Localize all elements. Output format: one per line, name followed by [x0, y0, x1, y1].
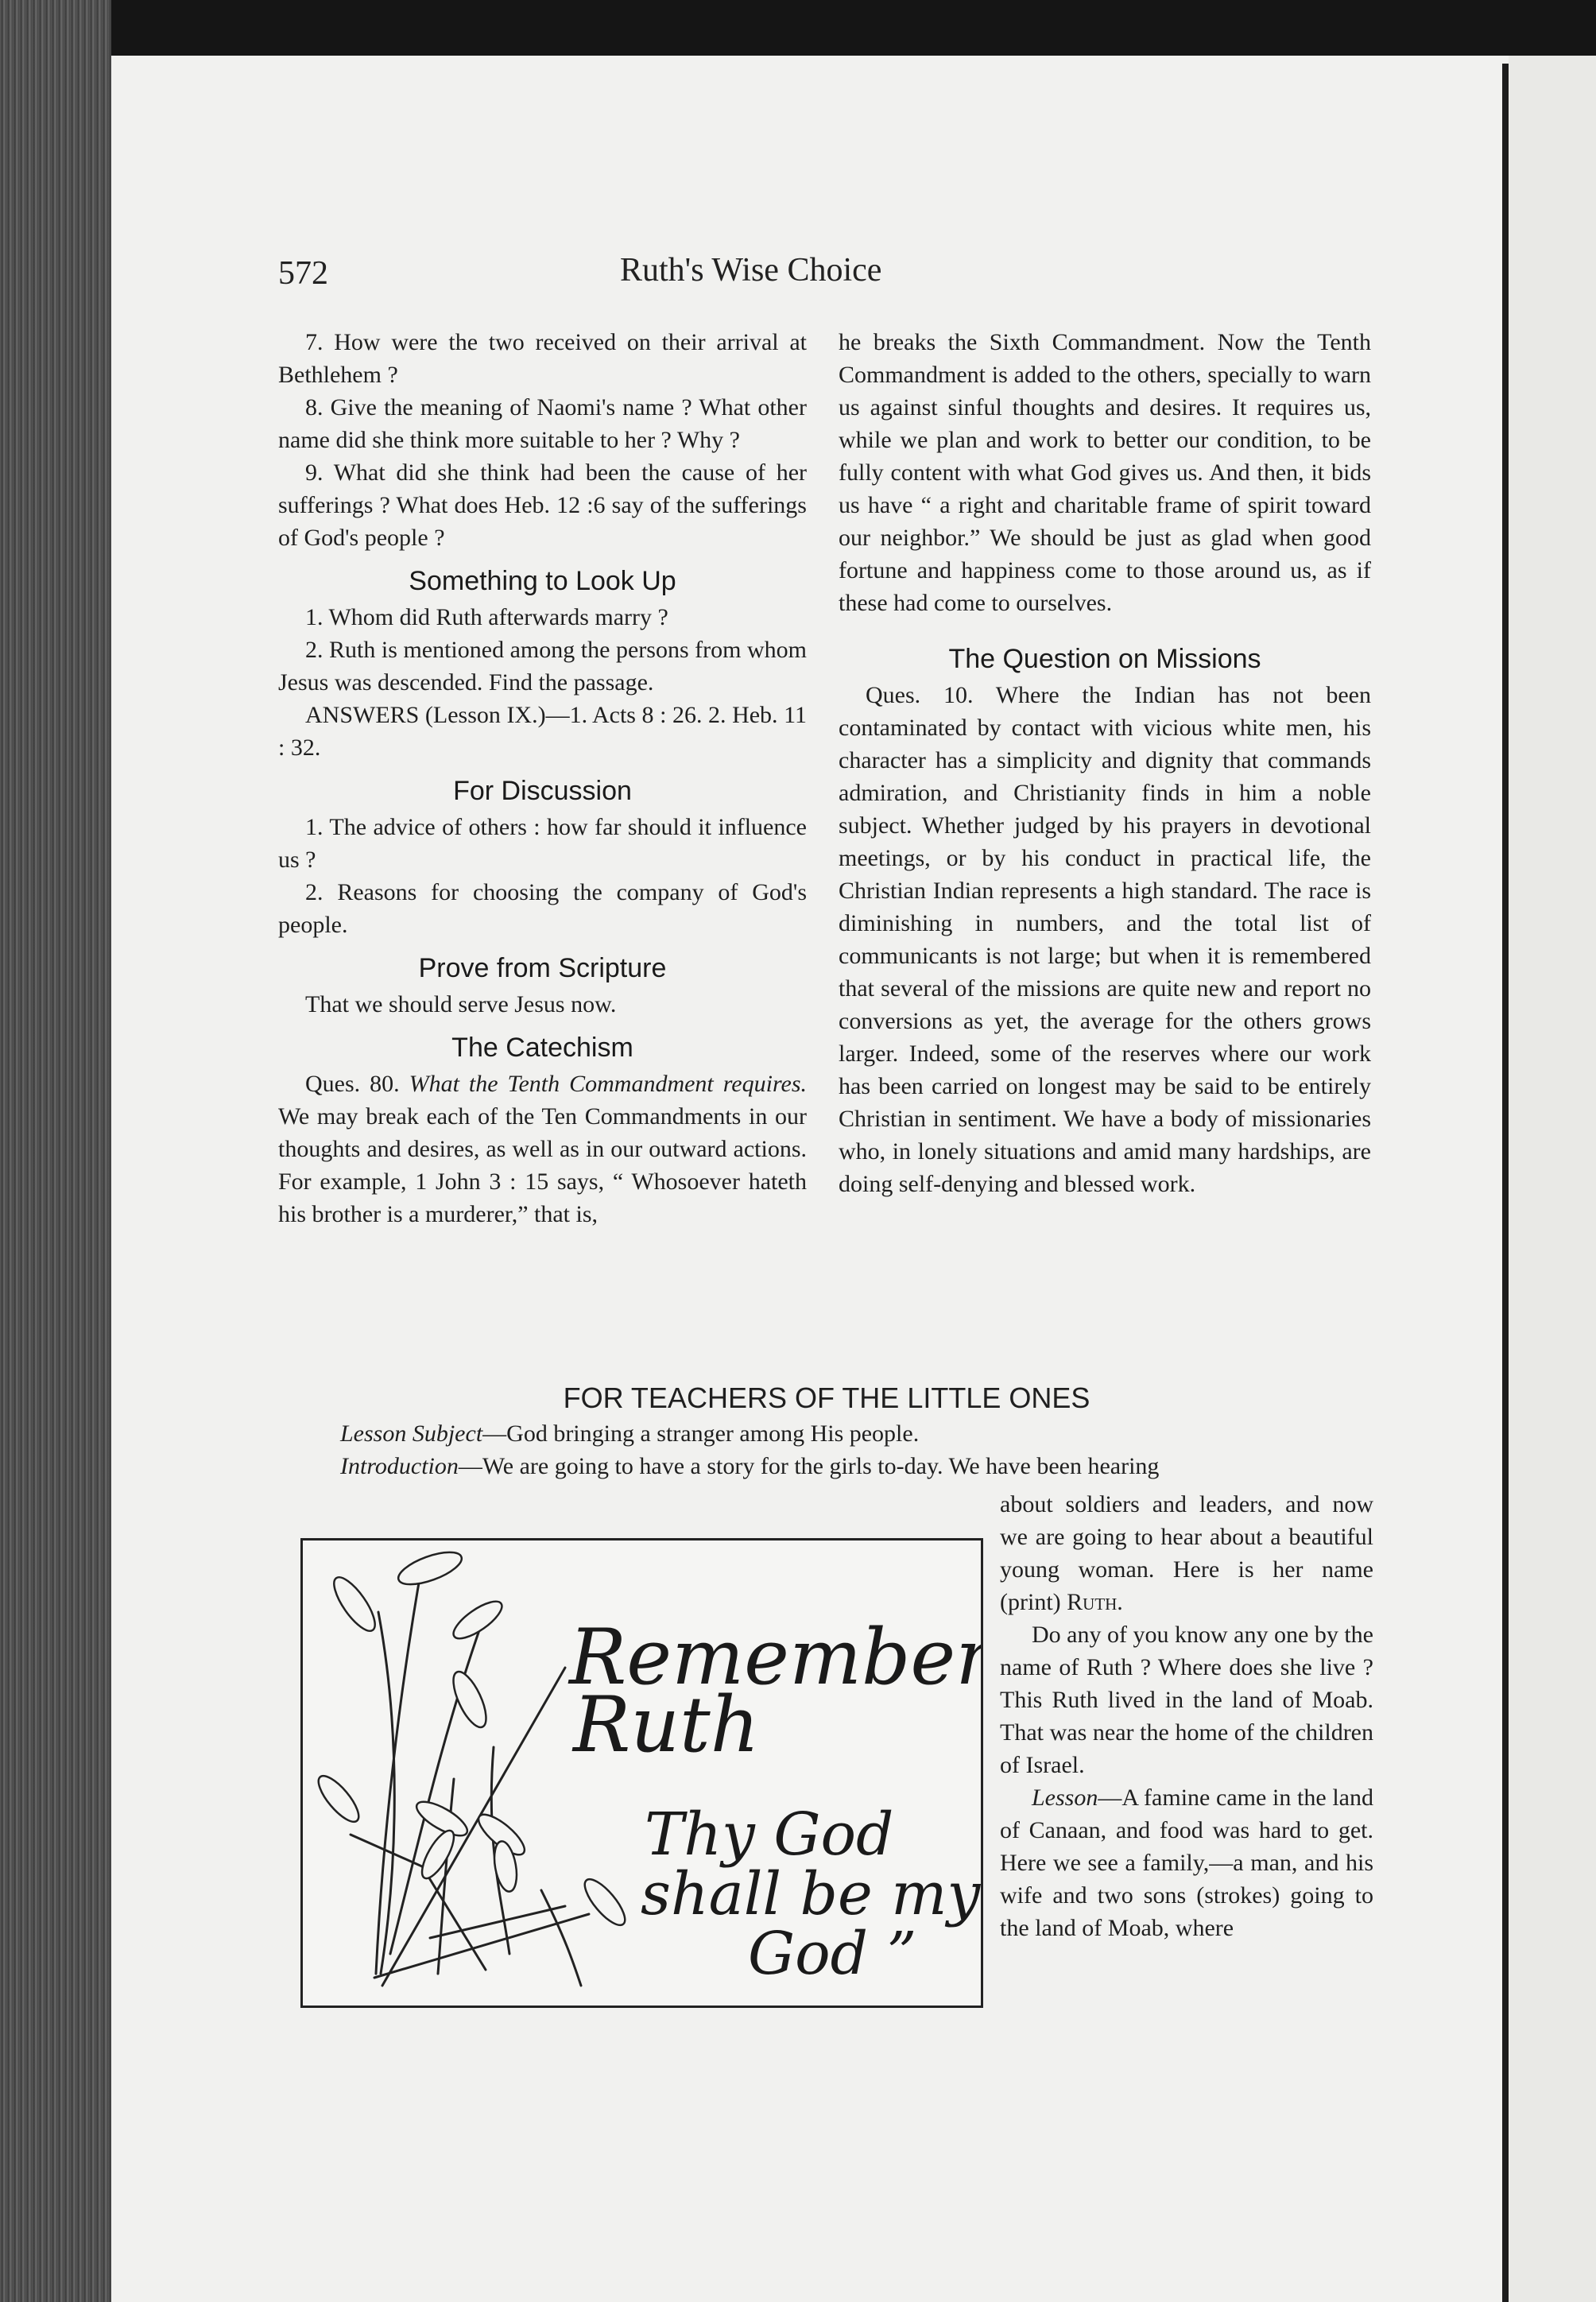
- lesson-subject-text: —God bringing a stranger among His people.: [482, 1420, 920, 1447]
- side-paragraph-2: Do any of you know any one by the name of Ruth ? Where does she live ? This Ruth lived in the land of Moab. That was near the home of the children of Israel.: [1000, 1622, 1373, 1778]
- figure-ruth: Ruth: [573, 1680, 760, 1769]
- missions-heading: The Question on Missions: [948, 644, 1261, 674]
- catechism-body: We may break each of the Ten Commandments in our thoughts and desires, as well as in our outward actions. For example, 1 John 3 : 15 says, “ Whosoever hateth his brother is a murderer,” that is,: [278, 1103, 807, 1227]
- page-number: 572: [278, 255, 328, 292]
- question-8: 8. Give the meaning of Naomi's name ? What other name did she think more suitable to her ? Why ?: [278, 394, 807, 453]
- introduction-label: Introduction: [340, 1453, 459, 1479]
- lesson-text: —A famine came in the land of Canaan, and food was hard to get. Here we see a family,—a man, and his wife and two sons (strokes) going to the land of Moab, where: [1000, 1785, 1373, 1941]
- left-column: [278, 326, 807, 1230]
- answers: ANSWERS (Lesson IX.)—1. Acts 8 : 26. 2. Heb. 11 : 32.: [278, 702, 807, 761]
- catechism-heading: The Catechism: [451, 1033, 633, 1063]
- book-gutter: [1502, 64, 1509, 2302]
- side-paragraph-1: [1000, 1488, 1373, 1618]
- figure-thy-god: Thy God: [645, 1800, 894, 1869]
- book-page-edges: [0, 0, 111, 2302]
- lesson-subject: [278, 1417, 1375, 1450]
- introduction-text: —We are going to have a story for the girls to-day. We have been hearing: [458, 1453, 1160, 1479]
- figure-shall-be-my: shall be my: [641, 1860, 981, 1928]
- catechism-ques-label: Ques. 80.: [305, 1071, 400, 1097]
- question-7: 7. How were the two received on their arrival at Bethlehem ?: [278, 329, 807, 388]
- teachers-side-text: [1000, 1488, 1373, 1944]
- discussion-item: 1. The advice of others : how far should it influence us ?: [278, 814, 807, 873]
- lesson-subject-label: Lesson Subject: [340, 1420, 483, 1447]
- look-up-item: 2. Ruth is mentioned among the persons from whom Jesus was descended. Find the passage.: [278, 637, 807, 696]
- question-9: 9. What did she think had been the cause of her sufferings ? What does Heb. 12 :6 say of the sufferings of God's people ?: [278, 459, 807, 551]
- ruth-name: Ruth.: [1067, 1589, 1123, 1615]
- teachers-heading: FOR TEACHERS OF THE LITTLE ONES: [563, 1382, 1090, 1414]
- figure-god: God ”: [748, 1920, 917, 1988]
- missions-text: Ques. 10. Where the Indian has not been contaminated by contact with vicious white men, his character has a simplicity and dignity that commands admiration, and Christianity finds in him a noble subject. Whether judged by his prayers in devotional meetings, or by his conduct in practical life, the Christian Indian represents a high standard. The race is diminishing in numbers, and the total list of communicants is not large; but when it is remembered that several of the missions are quite new and report no conversions as yet, the average for the others grows larger. Indeed, some of the reserves where our work has been carried on longest may be said to be entirely Christian in sentiment. We have a body of missionaries who, in lonely situations and amid many hardships, are doing self-denying and blessed work.: [839, 682, 1371, 1197]
- catechism-text: [278, 1068, 807, 1230]
- introduction: [278, 1450, 1375, 1482]
- facing-page-edge: [1509, 56, 1596, 2302]
- discussion-item: 2. Reasons for choosing the company of God's people.: [278, 879, 807, 938]
- catechism-ques-title: What the Tenth Commandment requires.: [409, 1071, 808, 1097]
- figure-remember: Remember: [569, 1613, 981, 1702]
- remember-ruth-illustration: [300, 1538, 983, 2008]
- look-up-heading: Something to Look Up: [409, 566, 676, 596]
- teachers-section: [278, 1382, 1375, 1482]
- prove-heading: Prove from Scripture: [418, 953, 667, 983]
- lesson-label: Lesson: [1032, 1785, 1098, 1811]
- prove-text: That we should serve Jesus now.: [305, 991, 617, 1017]
- side-paragraph-3: [1000, 1781, 1373, 1944]
- right-column: [839, 326, 1371, 1200]
- look-up-item: 1. Whom did Ruth afterwards marry ?: [305, 604, 668, 630]
- running-head: Ruth's Wise Choice: [620, 252, 882, 289]
- catechism-continuation: he breaks the Sixth Commandment. Now the Tenth Commandment is added to the others, specially to warn us against sinful thoughts and desires. It requires us, while we plan and work to better our condition, to be fully content with what God gives us. And then, it bids us have “ a right and charitable frame of spirit toward our neighbor.” We should be just as glad when good fortune and happiness come to those around us, as if these had come to ourselves.: [839, 329, 1371, 616]
- wheat-drawing: [303, 1540, 981, 2006]
- discussion-heading: For Discussion: [453, 776, 632, 806]
- side-p1-text: about soldiers and leaders, and now we are going to hear about a beautiful young woman. Here is her name (print): [1000, 1491, 1373, 1615]
